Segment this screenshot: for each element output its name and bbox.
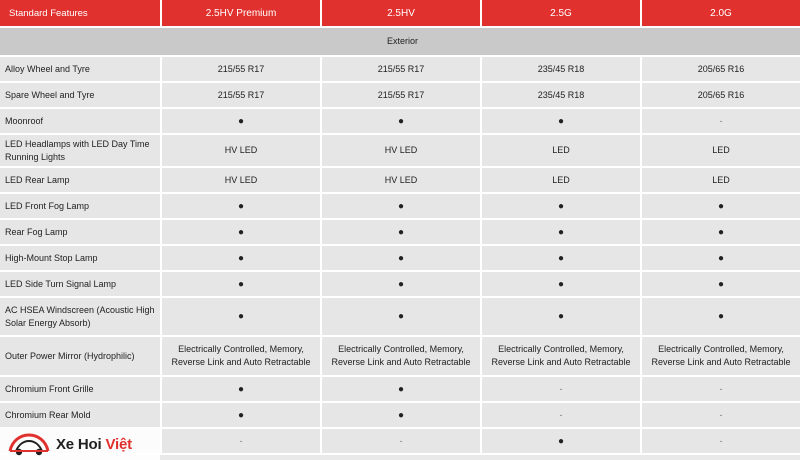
feature-label: Spare Wheel and Tyre	[0, 82, 161, 108]
feature-value-cell: ●	[321, 219, 481, 245]
feature-value-cell: ●	[161, 245, 321, 271]
feature-label: Chromium Front Grille	[0, 376, 161, 402]
feature-label: Chromium Rear Mold	[0, 402, 161, 428]
feature-value-cell: LED	[641, 134, 800, 167]
table-row	[0, 271, 800, 297]
table-row	[0, 336, 800, 376]
feature-value-cell: Electrically Controlled, Memory, Reverse Link and Auto Retractable	[161, 336, 321, 376]
feature-value-cell: ●	[641, 245, 800, 271]
table-row	[0, 376, 800, 402]
feature-value-cell: 235/45 R18	[481, 82, 641, 108]
feature-value-cell: ●	[161, 271, 321, 297]
table-row	[0, 297, 800, 336]
feature-value-cell: ●	[321, 245, 481, 271]
header-2-0g: 2.0G	[641, 0, 800, 27]
feature-value-cell: 205/65 R16	[641, 82, 800, 108]
feature-label: High-Mount Stop Lamp	[0, 245, 161, 271]
header-2-5g: 2.5G	[481, 0, 641, 27]
feature-label: LED Front Fog Lamp	[0, 193, 161, 219]
feature-value-cell: HV LED	[321, 167, 481, 193]
feature-value-cell: ●	[481, 428, 641, 454]
feature-label: Rear Fog Lamp	[0, 219, 161, 245]
table-row	[0, 219, 800, 245]
feature-value-cell: -	[481, 376, 641, 402]
feature-value-cell: -	[321, 428, 481, 454]
feature-value-cell: ●	[161, 402, 321, 428]
feature-label: Alloy Wheel and Tyre	[0, 56, 161, 82]
car-gear-logo-icon	[6, 431, 52, 457]
feature-value-cell: LED	[641, 167, 800, 193]
feature-value-cell: ●	[161, 193, 321, 219]
feature-value-cell: ●	[481, 271, 641, 297]
feature-value-cell: Electrically Controlled, Memory, Reverse Link and Auto Retractable	[321, 336, 481, 376]
header-2-5hv: 2.5HV	[321, 0, 481, 27]
feature-value-cell: ●	[321, 193, 481, 219]
feature-value-cell: HV LED	[161, 134, 321, 167]
header-standard-features: Standard Features	[0, 0, 161, 27]
feature-value-cell: -	[481, 402, 641, 428]
feature-label: Outer Power Mirror (Hydrophilic)	[0, 336, 161, 376]
feature-value-cell: 215/55 R17	[161, 56, 321, 82]
feature-value-cell: ●	[641, 193, 800, 219]
feature-label: LED Headlamps with LED Day Time Running Lights	[0, 134, 161, 167]
feature-value-cell: LED	[481, 134, 641, 167]
feature-value-cell: 215/55 R17	[321, 56, 481, 82]
feature-value-cell: ●	[481, 219, 641, 245]
feature-value-cell: ●	[161, 376, 321, 402]
table-row	[0, 108, 800, 134]
feature-value-cell: ●	[641, 219, 800, 245]
feature-label: LED Side Turn Signal Lamp	[0, 271, 161, 297]
feature-value-cell: -	[641, 428, 800, 454]
watermark-brand-main: Xe Hoi	[56, 435, 106, 453]
section-row	[0, 27, 800, 56]
header-row	[0, 0, 800, 27]
table-row	[0, 134, 800, 167]
feature-value-cell: ●	[321, 297, 481, 336]
feature-value-cell: ●	[641, 297, 800, 336]
feature-value-cell: -	[641, 108, 800, 134]
watermark-brand-accent: Việt	[105, 435, 132, 453]
feature-value-cell: ●	[321, 376, 481, 402]
feature-value-cell: ●	[321, 271, 481, 297]
header-2-5hv-premium: 2.5HV Premium	[161, 0, 321, 27]
feature-value-cell: ●	[481, 297, 641, 336]
feature-value-cell: 215/55 R17	[321, 82, 481, 108]
feature-value-cell: -	[641, 402, 800, 428]
feature-label: AC HSEA Windscreen (Acoustic High Solar Energy Absorb)	[0, 297, 161, 336]
feature-value-cell: -	[161, 428, 321, 454]
feature-value-cell: 205/65 R16	[641, 56, 800, 82]
watermark-logo	[0, 428, 160, 460]
feature-value-cell: 215/55 R17	[161, 82, 321, 108]
section-title: Exterior	[0, 27, 800, 56]
table-row	[0, 245, 800, 271]
feature-value-cell: ●	[321, 108, 481, 134]
feature-value-cell: 235/45 R18	[481, 56, 641, 82]
feature-label: LED Rear Lamp	[0, 167, 161, 193]
feature-value-cell: -	[641, 376, 800, 402]
feature-value-cell: ●	[161, 219, 321, 245]
feature-value-cell: ●	[161, 108, 321, 134]
watermark-text	[56, 436, 132, 453]
feature-value-cell: ●	[321, 402, 481, 428]
feature-value-cell: LED	[481, 167, 641, 193]
feature-value-cell: ●	[481, 108, 641, 134]
table-row	[0, 193, 800, 219]
feature-value-cell: Electrically Controlled, Memory, Reverse Link and Auto Retractable	[641, 336, 800, 376]
table-row	[0, 167, 800, 193]
table-row	[0, 82, 800, 108]
feature-value-cell: HV LED	[321, 134, 481, 167]
feature-label: Moonroof	[0, 108, 161, 134]
table-row	[0, 402, 800, 428]
table-row	[0, 56, 800, 82]
feature-value-cell: ●	[161, 297, 321, 336]
feature-value-cell: Electrically Controlled, Memory, Reverse Link and Auto Retractable	[481, 336, 641, 376]
feature-value-cell: HV LED	[161, 167, 321, 193]
feature-value-cell: ●	[641, 271, 800, 297]
feature-value-cell: ●	[481, 193, 641, 219]
feature-value-cell: ●	[481, 245, 641, 271]
